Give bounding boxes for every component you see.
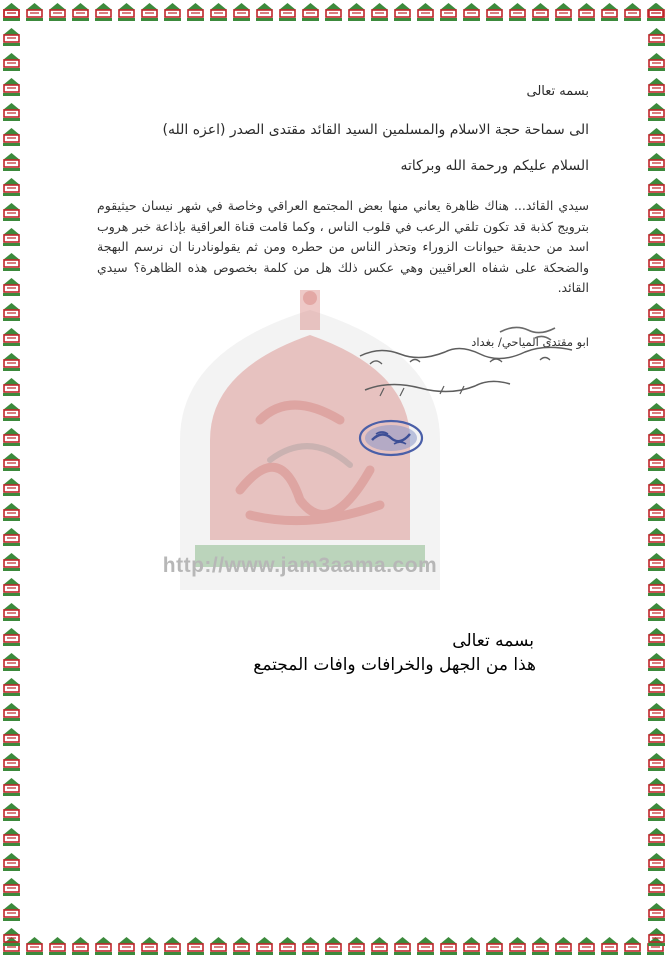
reply-basmala: بسمه تعالى [452, 631, 534, 651]
border-motif-icon [646, 927, 667, 948]
border-motif-icon [93, 2, 114, 23]
border-motif-icon [300, 2, 321, 23]
border-motif-icon [346, 2, 367, 23]
border-motif-icon [507, 936, 528, 957]
border-motif-icon [1, 827, 22, 848]
letter-addressee: الى سماحة حجة الاسلام والمسلمين السيد القائد مقتدى الصدر (اعزه الله) [162, 122, 589, 138]
letter-greeting: السلام عليكم ورحمة الله وبركاته [400, 158, 589, 174]
border-motif-icon [1, 77, 22, 98]
border-motif-icon [646, 177, 667, 198]
decorative-border-bottom [0, 934, 671, 960]
border-motif-icon [415, 936, 436, 957]
border-motif-icon [185, 936, 206, 957]
border-motif-icon [1, 2, 22, 23]
border-motif-icon [1, 927, 22, 948]
border-motif-icon [1, 777, 22, 798]
border-motif-icon [646, 702, 667, 723]
border-motif-icon [300, 936, 321, 957]
border-motif-icon [646, 727, 667, 748]
border-motif-icon [185, 2, 206, 23]
border-motif-icon [1, 302, 22, 323]
border-motif-icon [599, 936, 620, 957]
border-motif-icon [1, 727, 22, 748]
border-motif-icon [1, 402, 22, 423]
border-motif-icon [323, 2, 344, 23]
handwritten-answer [350, 318, 580, 408]
border-motif-icon [1, 252, 22, 273]
border-motif-icon [646, 77, 667, 98]
border-motif-icon [622, 936, 643, 957]
border-motif-icon [599, 2, 620, 23]
border-motif-icon [646, 427, 667, 448]
border-motif-icon [646, 352, 667, 373]
border-motif-icon [646, 277, 667, 298]
border-motif-icon [1, 627, 22, 648]
border-motif-icon [438, 2, 459, 23]
border-motif-icon [646, 877, 667, 898]
border-motif-icon [1, 352, 22, 373]
border-motif-icon [162, 2, 183, 23]
border-motif-icon [622, 2, 643, 23]
border-motif-icon [646, 302, 667, 323]
border-motif-icon [530, 2, 551, 23]
border-motif-icon [646, 777, 667, 798]
border-motif-icon [646, 377, 667, 398]
border-motif-icon [392, 2, 413, 23]
border-motif-icon [24, 936, 45, 957]
border-motif-icon [1, 877, 22, 898]
border-motif-icon [47, 936, 68, 957]
decorative-border-right [645, 0, 671, 960]
border-motif-icon [530, 936, 551, 957]
border-motif-icon [553, 936, 574, 957]
border-motif-icon [576, 2, 597, 23]
border-motif-icon [646, 477, 667, 498]
border-motif-icon [646, 827, 667, 848]
border-motif-icon [1, 527, 22, 548]
border-motif-icon [484, 936, 505, 957]
border-motif-icon [1, 102, 22, 123]
border-motif-icon [1, 452, 22, 473]
border-motif-icon [646, 677, 667, 698]
border-motif-icon [277, 2, 298, 23]
border-motif-icon [646, 452, 667, 473]
border-motif-icon [646, 52, 667, 73]
border-motif-icon [1, 802, 22, 823]
border-motif-icon [646, 402, 667, 423]
border-motif-icon [323, 936, 344, 957]
border-motif-icon [438, 936, 459, 957]
border-motif-icon [646, 627, 667, 648]
border-motif-icon [1, 902, 22, 923]
border-motif-icon [646, 852, 667, 873]
letter-basmala: بسمه تعالى [526, 84, 589, 99]
border-motif-icon [646, 252, 667, 273]
border-motif-icon [1, 852, 22, 873]
border-motif-icon [1, 752, 22, 773]
border-motif-icon [646, 102, 667, 123]
border-motif-icon [646, 577, 667, 598]
letter-signature: ابو مقتدى المياحي/ بغداد [471, 335, 589, 349]
border-motif-icon [254, 936, 275, 957]
border-motif-icon [646, 602, 667, 623]
border-motif-icon [1, 677, 22, 698]
border-motif-icon [1, 227, 22, 248]
border-motif-icon [1, 477, 22, 498]
border-motif-icon [646, 2, 667, 23]
border-motif-icon [646, 652, 667, 673]
border-motif-icon [369, 936, 390, 957]
border-motif-icon [646, 202, 667, 223]
border-motif-icon [461, 2, 482, 23]
border-motif-icon [1, 427, 22, 448]
border-motif-icon [646, 27, 667, 48]
border-motif-icon [116, 2, 137, 23]
border-motif-icon [1, 502, 22, 523]
border-motif-icon [277, 936, 298, 957]
border-motif-icon [484, 2, 505, 23]
border-motif-icon [1, 377, 22, 398]
border-motif-icon [415, 2, 436, 23]
decorative-border-left [0, 0, 26, 960]
seal-stamp [358, 418, 424, 458]
border-motif-icon [369, 2, 390, 23]
border-motif-icon [646, 752, 667, 773]
border-motif-icon [1, 277, 22, 298]
border-motif-icon [646, 502, 667, 523]
reply-text: هذا من الجهل والخرافات وافات المجتمع [253, 655, 536, 675]
border-motif-icon [646, 227, 667, 248]
border-motif-icon [231, 936, 252, 957]
border-motif-icon [1, 127, 22, 148]
border-motif-icon [208, 936, 229, 957]
border-motif-icon [1, 152, 22, 173]
border-motif-icon [553, 2, 574, 23]
border-motif-icon [231, 2, 252, 23]
decorative-border-top [0, 0, 671, 26]
border-motif-icon [93, 936, 114, 957]
border-motif-icon [646, 902, 667, 923]
border-motif-icon [208, 2, 229, 23]
border-motif-icon [507, 2, 528, 23]
border-motif-icon [1, 27, 22, 48]
reply-section [253, 630, 536, 677]
border-motif-icon [646, 152, 667, 173]
border-motif-icon [1, 702, 22, 723]
border-motif-icon [254, 2, 275, 23]
border-motif-icon [646, 127, 667, 148]
border-motif-icon [162, 936, 183, 957]
border-motif-icon [139, 2, 160, 23]
border-motif-icon [1, 552, 22, 573]
border-motif-icon [646, 552, 667, 573]
letter-body: سيدي القائد... هناك ظاهرة يعاني منها بعض المجتمع العراقي وخاصة في شهر نيسان حيثيقوم بترويج كذبة قد تكون تلقي الرعب في قلوب الناس ، وكما قامت قناة العراقية بإذاعة خبر هروب اسد من حديقة حيوانات الزوراء وتحذر الناس من حطره ومن ثم يقولونادرنا ان نرسم البهجة والضحكة على شفاه العراقيين وهي عكس ذلك هل من كلمة بخصوص هذه الظاهرة؟ سيدي القائد. [97, 198, 589, 295]
border-motif-icon [47, 2, 68, 23]
border-motif-icon [24, 2, 45, 23]
border-motif-icon [1, 52, 22, 73]
border-motif-icon [70, 2, 91, 23]
watermark-url: http://www.jam3aama.com [162, 554, 438, 577]
border-motif-icon [1, 577, 22, 598]
border-motif-icon [1, 327, 22, 348]
border-motif-icon [646, 802, 667, 823]
border-motif-icon [1, 177, 22, 198]
border-motif-icon [646, 327, 667, 348]
border-motif-icon [392, 936, 413, 957]
border-motif-icon [576, 936, 597, 957]
border-motif-icon [1, 652, 22, 673]
border-motif-icon [1, 602, 22, 623]
border-motif-icon [1, 202, 22, 223]
border-motif-icon [70, 936, 91, 957]
border-motif-icon [139, 936, 160, 957]
border-motif-icon [346, 936, 367, 957]
border-motif-icon [116, 936, 137, 957]
border-motif-icon [646, 527, 667, 548]
border-motif-icon [461, 936, 482, 957]
